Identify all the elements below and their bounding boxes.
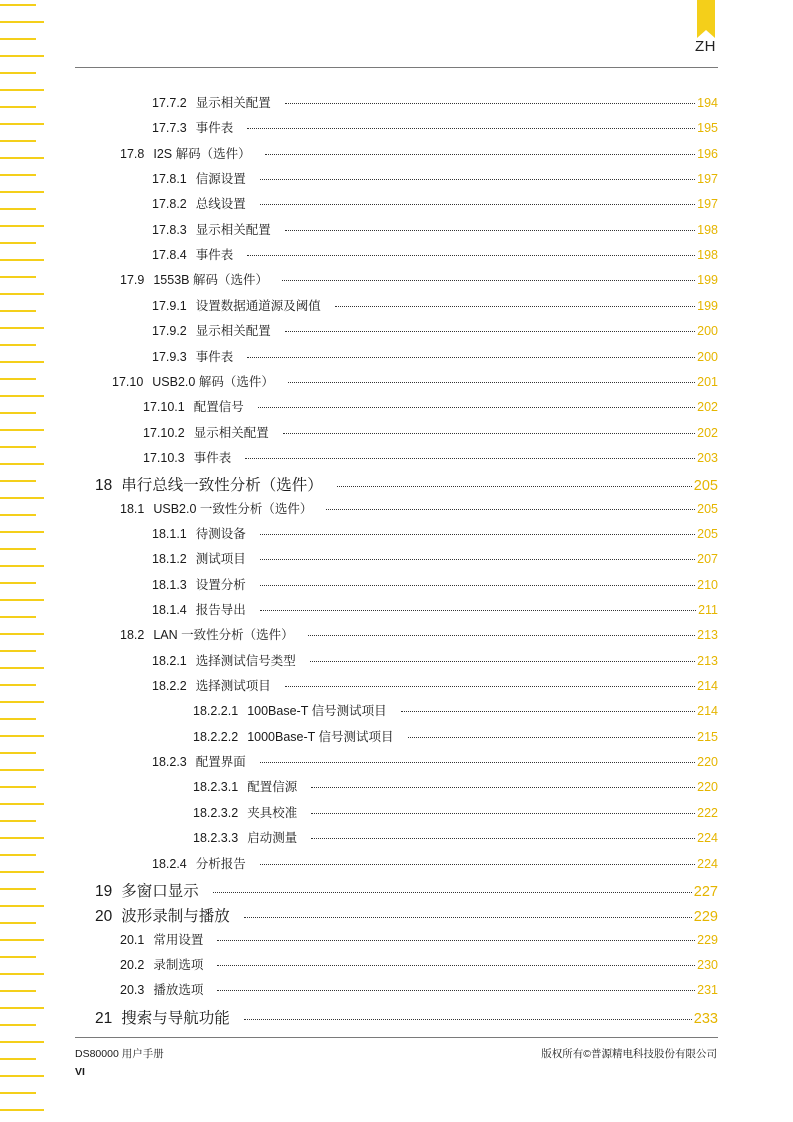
toc-entry-page: 203 [697, 450, 718, 465]
margin-stripe [0, 548, 36, 550]
toc-entry[interactable] [143, 448, 718, 468]
toc-entry-number: 17.10.2 [143, 425, 185, 440]
toc-dot-leader [258, 407, 695, 408]
toc-entry-number: 17.8.2 [152, 197, 187, 212]
toc-dot-leader [260, 864, 695, 865]
toc-dot-leader [326, 509, 695, 510]
toc-entry-title: 分析报告 [195, 856, 246, 871]
toc-entry-page: 199 [697, 273, 718, 288]
language-tab-marker [697, 0, 715, 30]
margin-stripe [0, 599, 44, 601]
footer-rule [75, 1037, 718, 1038]
toc-entry-page: 202 [697, 400, 718, 415]
toc-dot-leader [311, 787, 695, 788]
toc-entry[interactable] [152, 524, 718, 544]
toc-entry-page: 207 [697, 552, 718, 567]
toc-entry-number: 20.3 [120, 983, 145, 998]
toc-entry-page: 200 [697, 349, 718, 364]
toc-entry-title: 信源设置 [195, 172, 246, 187]
toc-entry-title: 常用设置 [153, 932, 204, 947]
toc-entry-page: 215 [697, 729, 718, 744]
toc-entry-page: 214 [697, 704, 718, 719]
toc-dot-leader [283, 433, 695, 434]
toc-entry-page: 197 [697, 172, 718, 187]
margin-stripe [0, 429, 44, 431]
footer-manual-title: DS80000 用户手册 [75, 1048, 164, 1060]
margin-stripe [0, 106, 36, 108]
margin-stripe [0, 140, 36, 142]
margin-stripe [0, 463, 44, 465]
margin-stripe [0, 871, 44, 873]
toc-entry[interactable] [152, 194, 718, 214]
margin-stripe [0, 1024, 36, 1026]
toc-entry-number: 18.2 [120, 628, 145, 643]
toc-entry-page: 233 [693, 1010, 718, 1027]
toc-entry-number: 18.1.4 [152, 603, 187, 617]
margin-stripe [0, 939, 44, 941]
toc-entry-number: 18.2.4 [152, 856, 187, 871]
toc-entry-page: 227 [693, 883, 718, 900]
toc-entry[interactable] [95, 473, 718, 493]
toc-entry-title: LAN 一致性分析（选件） [153, 628, 294, 643]
toc-entry-page: 231 [697, 983, 718, 998]
toc-dot-leader [265, 154, 696, 155]
toc-entry-page: 229 [697, 932, 718, 947]
toc-entry-page: 224 [697, 856, 718, 871]
toc-dot-leader [217, 965, 695, 966]
toc-entry-title: 事件表 [195, 248, 234, 263]
toc-entry-title: 配置信号 [193, 400, 244, 415]
toc-entry[interactable] [95, 1006, 718, 1026]
toc-entry-title: 选择测试项目 [195, 679, 271, 694]
toc-entry-title: 显示相关配置 [195, 222, 271, 237]
toc-entry-number: 18.2.2.1 [193, 704, 239, 719]
toc-entry-title: I2S 解码（选件） [153, 146, 251, 161]
margin-stripe [0, 497, 44, 499]
toc-dot-leader [244, 917, 692, 918]
toc-dot-leader [311, 813, 695, 814]
toc-entry-number: 17.8.3 [152, 222, 187, 237]
toc-entry-title: 多窗口显示 [121, 882, 199, 900]
toc-entry[interactable] [152, 321, 718, 341]
toc-entry-title: 波形录制与播放 [121, 908, 230, 926]
toc-entry-title: 播放选项 [153, 983, 204, 998]
margin-stripe [0, 990, 36, 992]
margin-stripe [0, 89, 44, 91]
margin-stripe [0, 616, 36, 618]
margin-stripe [0, 973, 44, 975]
toc-dot-leader [247, 128, 695, 129]
toc-entry-page: 213 [697, 653, 718, 668]
toc-entry-title: 总线设置 [195, 197, 246, 212]
toc-entry-title: 设置数据通道源及阈值 [195, 298, 321, 313]
toc-entry[interactable] [120, 499, 718, 519]
toc-entry-title: 待测设备 [195, 526, 246, 541]
toc-entry-number: 18.2.2 [152, 679, 187, 694]
toc-entry-number: 17.9.2 [152, 324, 187, 339]
toc-entry-number: 18.2.3.3 [193, 831, 239, 846]
toc-entry-page: 229 [693, 909, 718, 926]
margin-stripe [0, 276, 36, 278]
toc-entry[interactable] [152, 575, 718, 595]
toc-entry-title: 显示相关配置 [195, 96, 271, 110]
toc-entry[interactable] [152, 118, 718, 138]
toc-dot-leader [217, 940, 695, 941]
toc-entry[interactable] [120, 955, 718, 975]
toc-dot-leader [244, 1019, 692, 1020]
toc-entry[interactable] [193, 828, 718, 848]
toc-entry-page: 211 [698, 603, 718, 617]
toc-entry-page: 200 [697, 324, 718, 339]
toc-entry-page: 230 [697, 957, 718, 972]
toc-entry-title: 1553B 解码（选件） [153, 273, 268, 288]
toc-entry-title: 报告导出 [195, 603, 246, 617]
margin-stripe [0, 395, 44, 397]
toc-entry-page: 210 [697, 577, 718, 592]
margin-stripe [0, 225, 44, 227]
toc-entry[interactable] [143, 423, 718, 443]
toc-entry-page: 198 [697, 248, 718, 263]
toc-entry-title: 录制选项 [153, 957, 204, 972]
toc-entry[interactable] [152, 752, 718, 772]
toc-entry-title: 显示相关配置 [195, 324, 271, 339]
margin-stripe [0, 293, 44, 295]
toc-entry-number: 17.10 [112, 374, 144, 389]
margin-stripe [0, 21, 44, 23]
toc-entry[interactable] [120, 930, 718, 950]
toc-entry[interactable] [152, 169, 718, 189]
margin-stripe [0, 55, 44, 57]
margin-stripe [0, 650, 36, 652]
toc-entry-title: 事件表 [195, 349, 234, 364]
margin-stripe [0, 1041, 44, 1043]
toc-entry-title: 配置信源 [247, 780, 298, 795]
toc-entry[interactable] [120, 270, 718, 290]
toc-entry-title: 串行总线一致性分析（选件） [121, 477, 323, 495]
margin-stripe [0, 531, 44, 533]
toc-entry-number: 18.2.3.1 [193, 780, 239, 795]
toc-dot-leader [308, 635, 696, 636]
toc-entry-title: 选择测试信号类型 [195, 653, 296, 668]
margin-stripe [0, 905, 44, 907]
margin-stripe [0, 565, 44, 567]
margin-stripe [0, 735, 44, 737]
toc-dot-leader [217, 990, 695, 991]
toc-dot-leader [260, 559, 695, 560]
toc-entry-title: 夹具校准 [247, 805, 298, 820]
margin-stripe [0, 667, 44, 669]
toc-dot-leader [408, 737, 696, 738]
toc-dot-leader [337, 486, 692, 487]
margin-stripe [0, 38, 36, 40]
toc-entry[interactable] [120, 625, 718, 645]
header-rule [75, 67, 718, 68]
margin-stripe [0, 4, 36, 6]
toc-entry[interactable] [152, 245, 718, 265]
toc-entry-page: 197 [697, 197, 718, 212]
toc-entry-number: 18.2.3 [152, 755, 187, 770]
toc-entry-number: 17.8.1 [152, 172, 187, 187]
toc-dot-leader [247, 255, 695, 256]
toc-entry-page: 205 [697, 526, 718, 541]
toc-dot-leader [260, 204, 695, 205]
toc-entry-number: 18.2.2.2 [193, 729, 239, 744]
toc-entry-page: 214 [697, 679, 718, 694]
toc-entry-title: 设置分析 [195, 577, 246, 592]
toc-entry-number: 18.1.3 [152, 577, 187, 592]
toc-entry[interactable] [152, 296, 718, 316]
toc-entry-title: 显示相关配置 [193, 425, 269, 440]
toc-entry-page: 220 [697, 755, 718, 770]
toc-dot-leader [401, 711, 696, 712]
margin-stripe [0, 514, 36, 516]
toc-entry-number: 17.8 [120, 146, 145, 161]
toc-entry[interactable] [193, 701, 718, 721]
toc-entry-number: 18.1 [120, 501, 145, 516]
toc-entry-page: 202 [697, 425, 718, 440]
toc-entry-page: 205 [693, 478, 718, 495]
toc-entry-number: 17.10.3 [143, 450, 185, 465]
toc-entry-number: 17.9.1 [152, 298, 187, 313]
toc-dot-leader [247, 357, 695, 358]
toc-entry-number: 18.1.2 [152, 552, 187, 567]
toc-entry-title: USB2.0 一致性分析（选件） [153, 501, 313, 516]
toc-entry[interactable] [95, 879, 718, 899]
toc-entry-title: 1000Base-T 信号测试项目 [247, 729, 394, 744]
toc-entry-title: 测试项目 [195, 552, 246, 567]
toc-entry-title: 事件表 [195, 121, 234, 136]
margin-stripe [0, 956, 36, 958]
margin-stripe [0, 1109, 44, 1111]
toc-entry-number: 20.2 [120, 957, 145, 972]
toc-entry[interactable] [152, 93, 718, 113]
toc-dot-leader [288, 382, 695, 383]
margin-stripe [0, 242, 36, 244]
toc-entry-number: 18 [95, 477, 113, 495]
margin-stripe [0, 922, 36, 924]
margin-stripe [0, 344, 36, 346]
toc-entry-title: USB2.0 解码（选件） [152, 374, 274, 389]
toc-entry-title: 搜索与导航功能 [121, 1009, 230, 1027]
toc-entry[interactable] [120, 144, 718, 164]
margin-stripe [0, 72, 36, 74]
toc-entry[interactable] [152, 549, 718, 569]
margin-stripe [0, 208, 36, 210]
toc-entry-number: 17.7.3 [152, 121, 187, 136]
toc-entry-title: 配置界面 [195, 755, 246, 770]
toc-entry-page: 224 [697, 831, 718, 846]
toc-entry-number: 20.1 [120, 932, 145, 947]
toc-entry[interactable] [152, 220, 718, 240]
margin-stripe [0, 803, 44, 805]
footer-copyright: 版权所有©普源精电科技股份有限公司 [541, 1048, 717, 1060]
toc-entry-number: 18.2.1 [152, 653, 187, 668]
margin-stripe-decoration [0, 0, 46, 1122]
toc-entry[interactable] [143, 397, 718, 417]
toc-entry-page: 222 [697, 805, 718, 820]
language-tab-label: ZH [695, 38, 716, 55]
margin-stripe [0, 310, 36, 312]
toc-dot-leader [310, 661, 695, 662]
toc-entry-page: 198 [697, 222, 718, 237]
margin-stripe [0, 837, 44, 839]
margin-stripe [0, 259, 44, 261]
toc-entry[interactable] [95, 904, 718, 924]
margin-stripe [0, 769, 44, 771]
toc-dot-leader [285, 686, 695, 687]
margin-stripe [0, 446, 36, 448]
toc-dot-leader [285, 331, 695, 332]
toc-entry[interactable] [152, 600, 718, 620]
margin-stripe [0, 820, 36, 822]
margin-stripe [0, 174, 36, 176]
toc-entry[interactable] [193, 803, 718, 823]
toc-entry[interactable] [112, 372, 718, 392]
margin-stripe [0, 718, 36, 720]
margin-stripe [0, 701, 44, 703]
toc-entry-number: 17.9 [120, 273, 145, 288]
margin-stripe [0, 854, 36, 856]
toc-dot-leader [245, 458, 695, 459]
margin-stripe [0, 123, 44, 125]
margin-stripe [0, 191, 44, 193]
margin-stripe [0, 480, 36, 482]
margin-stripe [0, 412, 36, 414]
toc-entry-page: 220 [697, 780, 718, 795]
toc-dot-leader [260, 179, 695, 180]
margin-stripe [0, 1058, 36, 1060]
margin-stripe [0, 157, 44, 159]
toc-entry[interactable] [152, 347, 718, 367]
toc-entry-page: 213 [697, 628, 718, 643]
toc-dot-leader [282, 280, 695, 281]
toc-dot-leader [260, 585, 695, 586]
toc-entry-number: 17.8.4 [152, 248, 187, 263]
toc-dot-leader [260, 610, 696, 611]
margin-stripe [0, 1092, 36, 1094]
toc-entry[interactable] [152, 651, 718, 671]
toc-dot-leader [285, 103, 695, 104]
margin-stripe [0, 684, 36, 686]
toc-entry-title: 100Base-T 信号测试项目 [247, 704, 387, 719]
margin-stripe [0, 1007, 44, 1009]
toc-entry-title: 启动测量 [247, 831, 298, 846]
margin-stripe [0, 378, 36, 380]
margin-stripe [0, 1075, 44, 1077]
toc-entry-number: 18.1.1 [152, 526, 187, 541]
toc-entry[interactable] [193, 727, 718, 747]
margin-stripe [0, 582, 36, 584]
toc-entry-page: 196 [697, 146, 718, 161]
toc-entry-number: 20 [95, 908, 113, 926]
toc-dot-leader [260, 762, 695, 763]
toc-dot-leader [335, 306, 695, 307]
toc-entry-page: 195 [697, 121, 718, 136]
toc-entry-number: 17.9.3 [152, 349, 187, 364]
toc-entry-number: 18.2.3.2 [193, 805, 239, 820]
toc-entry-page: 194 [697, 96, 718, 110]
toc-entry-number: 21 [95, 1009, 113, 1027]
toc-entry[interactable] [120, 980, 718, 1000]
toc-entry-page: 199 [697, 298, 718, 313]
toc-entry-title: 事件表 [193, 450, 232, 465]
toc-entry[interactable] [152, 854, 718, 874]
toc-entry-number: 17.10.1 [143, 400, 185, 415]
toc-entry-number: 17.7.2 [152, 96, 187, 110]
toc-entry[interactable] [152, 676, 718, 696]
margin-stripe [0, 633, 44, 635]
toc-dot-leader [260, 534, 695, 535]
page-number: VI [75, 1066, 85, 1078]
margin-stripe [0, 361, 44, 363]
toc-dot-leader [285, 230, 695, 231]
margin-stripe [0, 752, 36, 754]
toc-dot-leader [213, 892, 692, 893]
toc-entry-page: 201 [697, 374, 718, 389]
margin-stripe [0, 786, 36, 788]
margin-stripe [0, 327, 44, 329]
toc-entry[interactable] [193, 777, 718, 797]
toc-entry-page: 205 [697, 501, 718, 516]
margin-stripe [0, 888, 36, 890]
toc-dot-leader [311, 838, 695, 839]
toc-entry-number: 19 [95, 882, 113, 900]
